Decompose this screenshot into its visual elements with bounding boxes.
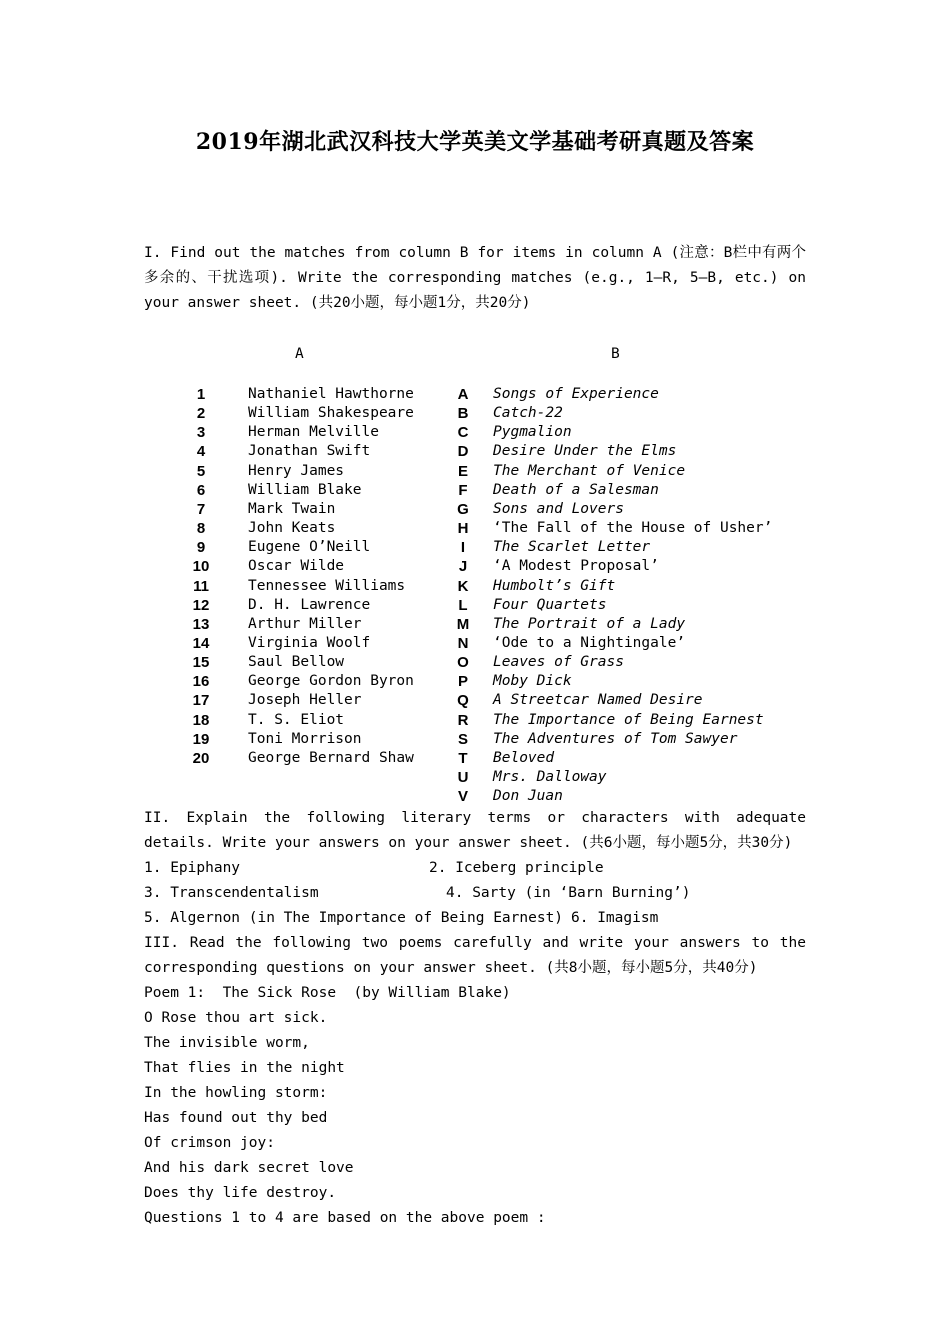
- author-name: D. H. Lawrence: [248, 596, 371, 613]
- item-number: 2: [196, 405, 206, 423]
- author-name: Saul Bellow: [248, 654, 345, 671]
- work-title: Desire Under the Elms: [493, 443, 677, 460]
- poem-line: In the howling storm:: [144, 1085, 328, 1101]
- author-name: Nathaniel Hawthorne: [248, 386, 414, 402]
- section2-instructions: II. Explain the following literary terms or characters with adequate details. Write your answers on your answer sheet. (共6小题，每小题5分，共30分): [144, 810, 806, 851]
- option-letter: C: [457, 424, 469, 442]
- author-name: George Bernard Shaw: [248, 749, 414, 766]
- work-title: Pygmalion: [493, 424, 572, 441]
- author-name: Jonathan Swift: [248, 443, 371, 460]
- item-number: 18: [192, 711, 210, 729]
- item-number: 20: [192, 749, 210, 767]
- item-number: 7: [196, 500, 206, 518]
- work-title: Don Juan: [493, 788, 563, 805]
- work-title: Moby Dick: [493, 673, 572, 690]
- item-number: 12: [192, 596, 210, 614]
- option-letter: L: [458, 596, 468, 614]
- match-row: [0, 404, 950, 423]
- poem-line: That flies in the night: [144, 1060, 345, 1076]
- item-number: 17: [192, 692, 210, 710]
- work-title: ‘The Fall of the House of Usher’: [493, 520, 773, 537]
- option-letter: P: [457, 673, 468, 691]
- column-b-header: B: [611, 346, 620, 362]
- match-row: [0, 634, 950, 653]
- poem-line: The invisible worm,: [144, 1035, 310, 1051]
- option-letter: I: [460, 539, 466, 557]
- item-number: 19: [192, 730, 210, 748]
- option-letter: U: [457, 769, 469, 786]
- match-row: [0, 749, 950, 768]
- poem-line: O Rose thou art sick.: [144, 1010, 328, 1026]
- item-number: 14: [192, 634, 210, 652]
- match-row: [0, 538, 950, 557]
- item-number: 6: [196, 481, 206, 499]
- term-item: 2. Iceberg principle: [429, 860, 604, 876]
- author-name: Virginia Woolf: [248, 634, 371, 651]
- work-title: Mrs. Dalloway: [493, 769, 607, 785]
- item-number: 11: [193, 577, 209, 595]
- option-letter: T: [458, 749, 468, 767]
- author-name: William Shakespeare: [248, 405, 414, 422]
- option-letter: J: [458, 558, 468, 576]
- work-title: The Merchant of Venice: [493, 462, 686, 479]
- work-title: Catch-22: [493, 405, 563, 422]
- section1-instructions: I. Find out the matches from column B for items in column A (注意：B栏中有两个多余的、干扰选项). Write the corresponding matches (e.g., 1—R, 5—B, etc.) on your answer sheet. (共20小题，每小题1分，共20分): [144, 245, 806, 311]
- term-item: 6. Imagism: [571, 910, 659, 926]
- work-title: Songs of Experience: [493, 386, 659, 402]
- poem-line: And his dark secret love: [144, 1160, 354, 1176]
- work-title: Four Quartets: [493, 596, 607, 613]
- option-letter: H: [457, 520, 469, 538]
- option-letter: E: [457, 462, 468, 480]
- option-letter: O: [457, 654, 469, 672]
- match-row: [0, 672, 950, 691]
- option-letter: R: [457, 711, 469, 729]
- poem-line: Has found out thy bed: [144, 1110, 328, 1126]
- option-letter: V: [457, 788, 468, 806]
- term-item: 5. Algernon (in The Importance of Being Earnest): [144, 910, 564, 926]
- author-name: Oscar Wilde: [248, 558, 345, 575]
- option-letter: A: [457, 386, 469, 403]
- match-row: [0, 442, 950, 461]
- match-row: [0, 577, 950, 596]
- item-number: 1: [196, 386, 206, 403]
- work-title: The Adventures of Tom Sawyer: [493, 730, 738, 747]
- option-letter: B: [457, 405, 469, 423]
- work-title: Death of a Salesman: [493, 481, 659, 498]
- match-row: [0, 768, 950, 787]
- match-row: [0, 500, 950, 519]
- option-letter: G: [457, 500, 469, 518]
- match-row: [0, 691, 950, 710]
- work-title: The Portrait of a Lady: [493, 615, 686, 632]
- section3-instructions: III. Read the following two poems carefully and write your answers to the corresponding questions on your answer sheet. (共8小题，每小题5分，共40分): [144, 935, 806, 976]
- work-title: Sons and Lovers: [493, 500, 624, 517]
- match-row: [0, 615, 950, 634]
- author-name: Toni Morrison: [248, 730, 362, 747]
- work-title: The Scarlet Letter: [493, 539, 651, 556]
- option-letter: K: [457, 577, 469, 595]
- match-row: [0, 787, 950, 806]
- item-number: 10: [192, 558, 210, 576]
- match-row: [0, 462, 950, 481]
- poem-line: Of crimson joy:: [144, 1135, 275, 1151]
- author-name: William Blake: [248, 481, 362, 498]
- author-name: T. S. Eliot: [248, 711, 345, 728]
- author-name: Herman Melville: [248, 424, 379, 441]
- item-number: 8: [196, 520, 206, 538]
- option-letter: N: [457, 634, 469, 652]
- author-name: Tennessee Williams: [248, 577, 406, 594]
- item-number: 4: [196, 443, 206, 461]
- work-title: A Streetcar Named Desire: [493, 692, 703, 709]
- option-letter: S: [457, 730, 468, 748]
- poem-title: Poem 1: The Sick Rose (by William Blake): [144, 985, 511, 1001]
- match-row: [0, 385, 950, 404]
- item-number: 9: [196, 539, 206, 557]
- author-name: Eugene O’Neill: [248, 539, 371, 556]
- match-row: [0, 653, 950, 672]
- page-title: 2019年湖北武汉科技大学英美文学基础考研真题及答案: [195, 129, 755, 155]
- match-row: [0, 596, 950, 615]
- match-row: [0, 519, 950, 538]
- term-item: 1. Epiphany: [144, 860, 241, 876]
- work-title: Beloved: [493, 749, 555, 766]
- column-a-header: A: [295, 346, 304, 362]
- work-title: Leaves of Grass: [493, 654, 624, 671]
- item-number: 13: [192, 615, 210, 633]
- item-number: 15: [192, 654, 210, 672]
- author-name: Mark Twain: [248, 500, 336, 517]
- work-title: ‘Ode to a Nightingale’: [493, 634, 686, 651]
- match-row: [0, 423, 950, 442]
- author-name: Henry James: [248, 462, 345, 479]
- work-title: The Importance of Being Earnest: [493, 711, 764, 728]
- item-number: 5: [196, 462, 206, 480]
- author-name: John Keats: [248, 520, 336, 537]
- term-item: 4. Sarty (in ‘Barn Burning’): [446, 885, 691, 901]
- match-row: [0, 481, 950, 500]
- match-row: [0, 557, 950, 576]
- option-letter: D: [457, 443, 469, 461]
- author-name: George Gordon Byron: [248, 673, 414, 690]
- work-title: Humbolt’s Gift: [493, 577, 616, 594]
- work-title: ‘A Modest Proposal’: [493, 558, 659, 575]
- questions-intro: Questions 1 to 4 are based on the above poem :: [144, 1210, 546, 1226]
- item-number: 3: [196, 424, 206, 442]
- option-letter: Q: [457, 692, 469, 710]
- author-name: Arthur Miller: [248, 615, 362, 632]
- poem-line: Does thy life destroy.: [144, 1185, 337, 1201]
- author-name: Joseph Heller: [248, 692, 362, 709]
- match-row: [0, 711, 950, 730]
- option-letter: M: [456, 615, 470, 633]
- item-number: 16: [192, 673, 210, 691]
- match-row: [0, 730, 950, 749]
- term-item: 3. Transcendentalism: [144, 885, 319, 901]
- option-letter: F: [458, 481, 468, 499]
